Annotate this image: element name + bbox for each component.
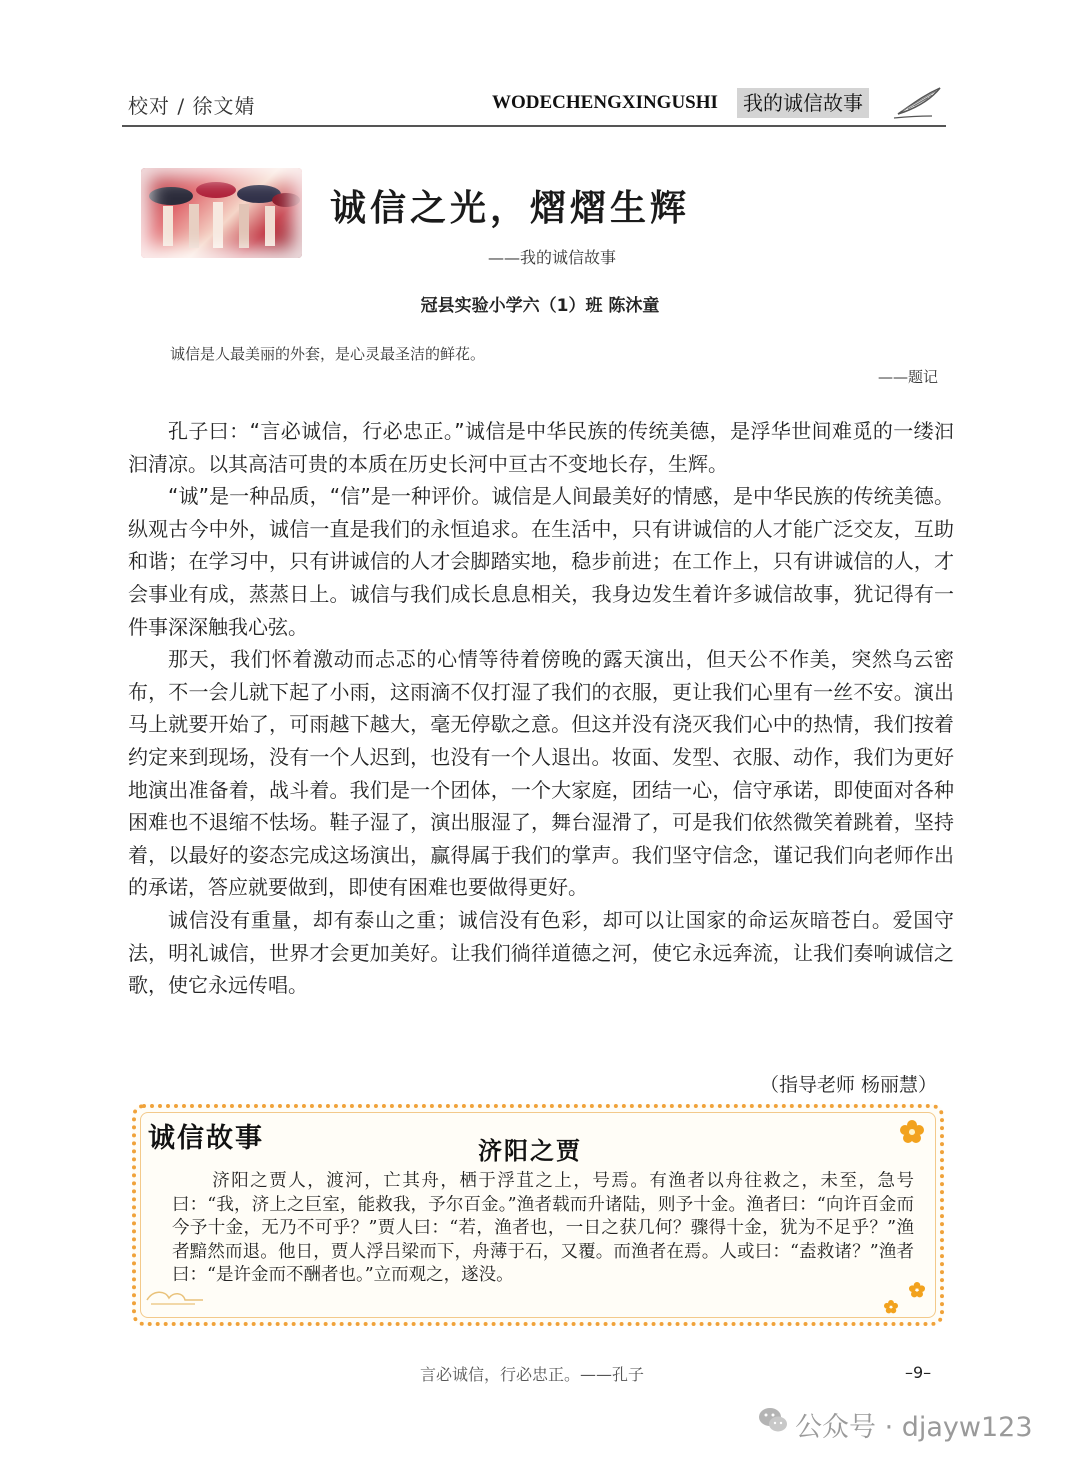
story-box-heading: 诚信故事 <box>148 1123 264 1154</box>
article-author: 冠县实验小学六（1）班 陈沐童 <box>420 296 660 316</box>
account-watermark: 公众号 · djayw123 <box>795 1412 1033 1443</box>
article-subtitle: ——我的诚信故事 <box>488 248 617 267</box>
column-title: 我的诚信故事 <box>737 88 869 118</box>
story-title: 济阳之贾 <box>478 1136 582 1165</box>
column-pinyin: WODECHENGXINGUSHI <box>492 92 718 113</box>
cloud-swirl-icon <box>145 1286 205 1308</box>
paragraph: 孔子曰：“言必诚信，行必忠正。”诚信是中华民族的传统美德，是浮华世间难觅的一缕汩汩清凉。以其高洁可贵的本质在历史长河中亘古不变地长存，生辉。 <box>128 419 954 476</box>
flower-icon <box>884 1300 898 1314</box>
wechat-icon <box>758 1406 788 1434</box>
paragraph: “诚”是一种品质，“信”是一种评价。诚信是人间最美好的情感，是中华民族的传统美德。纵观古今中外，诚信一直是我们的永恒追求。在生活中，只有讲诚信的人才能广泛交友，互助和谐；在学习中，只有讲诚信的人才会脚踏实地，稳步前进；在工作上，只有讲诚信的人，才会事业有成，蒸蒸日上。诚信与我们成长息息相关，我身边发生着许多诚信故事，犹记得有一件事深深触我心弦。 <box>128 484 954 639</box>
page-number: –9– <box>905 1363 932 1382</box>
flower-icon <box>900 1120 924 1144</box>
article-title: 诚信之光，熠熠生辉 <box>330 188 691 229</box>
proofreader-credit: 校对 / 徐文婧 <box>128 94 256 118</box>
footer-motto: 言必诚信，行必忠正。——孔子 <box>420 1365 645 1384</box>
quill-pen-icon <box>892 84 944 120</box>
advisor-credit: （指导老师 杨丽慧） <box>760 1074 938 1096</box>
paragraph: 诚信没有重量，却有泰山之重；诚信没有色彩，却可以让国家的命运灰暗苍白。爱国守法，明礼诚信，世界才会更加美好。让我们徜徉道德之河，使它永远奔流，让我们奏响诚信之歌，使它永远传唱。 <box>128 907 954 998</box>
story-text: 济阳之贾人，渡河，亡其舟，栖于浮苴之上，号焉。有渔者以舟往救之，未至，急号曰：“我，济上之巨室，能救我，予尔百金。”渔者载而升诸陆，则予十金。渔者曰：“向许百金而今予十金，无乃不可乎？”贾人曰：“若，渔者也，一日之获几何？骤得十金，犹为不足乎？”渔者黯然而退。他日，贾人浮吕梁而下，舟薄于石，又覆。而渔者在焉。人或曰：“盍救诸？”渔者曰：“是许金而不酬者也。”立而观之，遂没。 <box>172 1171 914 1286</box>
article-body <box>128 415 954 1002</box>
epigraph-source: ——题记 <box>878 368 939 386</box>
header-rule <box>122 125 946 127</box>
performance-photo <box>141 168 302 258</box>
paragraph: 那天，我们怀着激动而忐忑的心情等待着傍晚的露天演出，但天公不作美，突然乌云密布，不一会儿就下起了小雨，这雨滴不仅打湿了我们的衣服，更让我们心里有一丝不安。演出马上就要开始了，可雨越下越大，毫无停歇之意。但这并没有浇灭我们心中的热情，我们按着约定来到现场，没有一个人迟到，也没有一个人退出。妆面、发型、衣服、动作，我们为更好地演出准备着，战斗着。我们是一个团体，一个大家庭，团结一心，信守承诺，即使面对各种困难也不退缩不怯场。鞋子湿了，演出服湿了，舞台湿滑了，可是我们依然微笑着跳着，坚持着，以最好的姿态完成这场演出，赢得属于我们的掌声。我们坚守信念，谨记我们向老师作出的承诺，答应就要做到，即使有困难也要做得更好。 <box>128 647 954 900</box>
flower-icon <box>909 1282 925 1298</box>
epigraph: 诚信是人最美丽的外套，是心灵最圣洁的鲜花。 <box>170 345 486 363</box>
